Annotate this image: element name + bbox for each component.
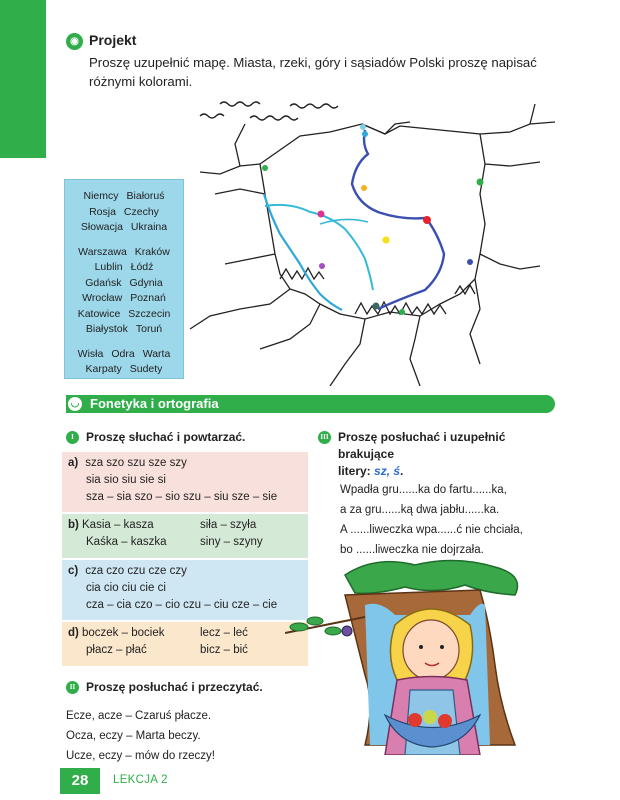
rhyme-line: Ecze, acze – Czaruś płacze. (66, 710, 212, 722)
exercise-3-title-suffix: . (400, 464, 404, 478)
word-pair: siny – szyny (200, 536, 263, 548)
poland-map (180, 94, 560, 386)
city-dot (360, 124, 366, 130)
item-label: d) (68, 627, 79, 639)
rhyme-line: Ucze, eczy – mów do rzeczy! (66, 750, 215, 762)
city-dot (383, 237, 390, 244)
sea-wave (250, 116, 298, 120)
city-dot (467, 259, 473, 265)
word: Czechy (123, 205, 159, 218)
word: Lublin (94, 261, 123, 273)
exercise-1a-box (62, 452, 308, 512)
word-pair: lecz – leć (200, 627, 248, 639)
word: Toruń (135, 323, 163, 335)
item-label: a) (68, 457, 79, 469)
word: Niemcy (83, 190, 119, 202)
river-notec (320, 219, 368, 224)
city-dot (361, 185, 367, 191)
word-pair: Kasia – kasza (82, 519, 154, 531)
exercise-1d-box (62, 622, 308, 666)
exercise-1b-box (62, 514, 308, 558)
word: Gdańsk (85, 276, 122, 289)
letters-highlight: sz, ś (374, 464, 401, 478)
city-dot (362, 131, 368, 137)
syllables-line: sza – sia szo – sio szu – siu sze – sie (86, 491, 278, 503)
exercise-number-2: II (66, 681, 79, 694)
word: Wrocław (82, 292, 123, 304)
syllables-line: cza – cia czo – cio czu – ciu cze – cie (86, 599, 278, 611)
sea-wave (220, 102, 260, 106)
exercise-1-title: Proszę słuchać i powtarzać. (86, 430, 246, 444)
fill-line: A ......liweczka wpa......ć nie chciała, (340, 524, 523, 536)
section-title: Fonetyka i ortografia (90, 396, 219, 411)
fill-line: Wpadła gru......ka do fartu......ka, (340, 484, 507, 496)
project-instruction: Proszę uzupełnić mapę. Miasta, rzeki, góry i sąsiadów Polski proszę napisać różnymi kolorami. (89, 55, 537, 89)
exercise-3-title (338, 429, 560, 480)
word: Wisła (77, 347, 104, 360)
word: Warszawa (78, 245, 127, 258)
word: Sudety (129, 363, 163, 375)
word: Słowacja (80, 221, 123, 233)
word-pair: bicz – bić (200, 644, 248, 656)
exercise-3-title-line: Proszę posłuchać i uzupełnić brakujące (338, 430, 506, 461)
word: Katowice (77, 307, 121, 320)
city-dot (399, 309, 405, 315)
fill-line: bo ......liweczka nie dojrzała. (340, 544, 484, 556)
fill-in-text (340, 480, 523, 560)
word: Rosja (89, 205, 116, 218)
city-dot (477, 179, 484, 186)
word: Odra (111, 347, 135, 360)
exercise-number-1: I (66, 431, 79, 444)
word: Białoruś (126, 190, 165, 202)
word-box (64, 179, 184, 379)
word: Karpaty (85, 363, 122, 375)
word-pair: płacz – płać (86, 644, 147, 656)
page-number: 28 (60, 768, 100, 794)
word: Gdynia (129, 276, 163, 289)
word: Szczecin (128, 307, 171, 320)
item-label: b) (68, 519, 79, 531)
ear-icon: ◡ (66, 395, 84, 413)
word-pair: siła – szyła (200, 519, 257, 531)
word-pair: boczek – bociek (82, 627, 165, 639)
city-dot (373, 303, 380, 310)
sea-wave (200, 114, 224, 118)
city-dot (319, 263, 325, 269)
exercise-3-title-prefix: litery: (338, 464, 375, 478)
syllables-line: sza szo szu sze szy (85, 457, 187, 469)
word: Poznań (130, 292, 166, 304)
eye-icon: ◉ (66, 33, 83, 50)
syllables-line: cza czo czu cze czy (85, 565, 187, 577)
word: Warta (142, 347, 171, 360)
city-dot (318, 211, 325, 218)
project-title: Projekt (89, 32, 137, 48)
girl-under-tree-illustration (285, 555, 555, 755)
word: Ukraina (130, 221, 168, 233)
city-dot (423, 216, 431, 224)
word: Kraków (134, 245, 170, 258)
word: Łódź (130, 261, 154, 273)
item-label: c) (68, 565, 79, 577)
side-accent-bar (0, 0, 46, 158)
exercise-2-title: Proszę posłuchać i przeczytać. (86, 680, 263, 694)
exercise-1c-box (62, 560, 308, 620)
river-odra (264, 194, 342, 310)
rhyme-line: Ocza, eczy – Marta beczy. (66, 730, 201, 742)
rhyme-text (66, 706, 215, 766)
fill-line: a za gru......ką dwa jabłu......ka. (340, 504, 500, 516)
syllables-line: cia cio ciu cie ci (86, 582, 166, 594)
lesson-label: LEKCJA 2 (113, 774, 168, 786)
city-dot (262, 165, 268, 171)
word-pair: Kaśka – kaszka (86, 536, 167, 548)
word: Białystok (85, 323, 128, 335)
exercise-number-3: III (318, 431, 331, 444)
sea-wave (290, 104, 338, 108)
syllables-line: sia sio siu sie si (86, 474, 166, 486)
